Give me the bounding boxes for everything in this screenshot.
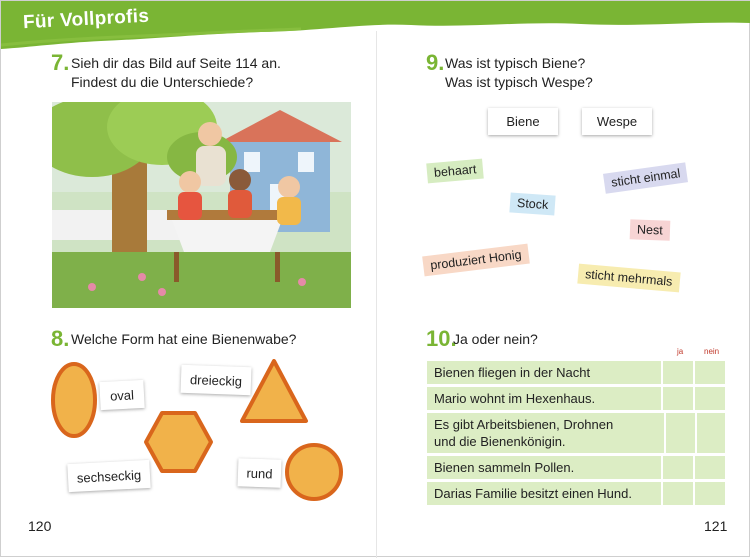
page-number-right: 121	[704, 518, 728, 534]
checkbox-nein[interactable]	[693, 361, 725, 384]
statement-text: Bienen sammeln Pollen.	[434, 460, 575, 475]
table-row	[427, 361, 725, 384]
word-sticker-stock[interactable]: Stock	[509, 192, 556, 215]
question-9-number: 9.	[426, 50, 445, 75]
question-7-number: 7.	[51, 50, 70, 75]
question-7-line2: Findest du die Unterschiede?	[71, 74, 254, 90]
category-card-biene[interactable]: Biene	[488, 108, 558, 135]
checkbox-ja[interactable]	[661, 361, 693, 384]
question-9-line1: Was ist typisch Biene?	[445, 55, 586, 71]
column-header-ja: ja	[677, 347, 684, 356]
category-card-wespe[interactable]: Wespe	[582, 108, 652, 135]
question-10-number: 10.	[426, 326, 457, 351]
shape-label-sechseckig[interactable]: sechseckig	[67, 460, 150, 492]
word-sticker-produziert-honig[interactable]: produziert Honig	[422, 244, 529, 277]
checkbox-nein[interactable]	[693, 456, 725, 479]
column-header-nein: nein	[704, 347, 720, 356]
statement-text: Mario wohnt im Hexenhaus.	[434, 391, 596, 406]
table-row	[427, 387, 725, 410]
page-number-left: 120	[28, 518, 52, 534]
checkbox-ja[interactable]	[661, 482, 693, 505]
question-8-text: Welche Form hat eine Bienenwabe?	[71, 331, 297, 347]
table-row	[427, 456, 725, 479]
table-row	[427, 413, 725, 453]
circle-shape	[287, 445, 341, 499]
word-sticker-behaart[interactable]: behaart	[426, 159, 484, 184]
question-7-text	[71, 54, 281, 92]
triangle-shape	[242, 361, 306, 421]
oval-shape	[53, 364, 95, 436]
shape-label-oval[interactable]: oval	[99, 380, 144, 410]
word-sticker-sticht-mehrmals[interactable]: sticht mehrmals	[577, 264, 680, 293]
question-7-line1: Sieh dir das Bild auf Seite 114 an.	[71, 55, 281, 71]
question-9-line2: Was ist typisch Wespe?	[445, 74, 593, 90]
question-10-text: Ja oder nein?	[453, 331, 538, 347]
statement-text: Es gibt Arbeitsbienen, Drohnen und die Bienenkönigin.	[434, 417, 614, 449]
shape-label-rund[interactable]: rund	[238, 458, 282, 487]
statement-text: Bienen fliegen in der Nacht	[434, 365, 591, 380]
garden-family-illustration	[52, 102, 351, 308]
question-9-text	[445, 54, 593, 92]
checkbox-nein[interactable]	[695, 413, 726, 453]
checkbox-nein[interactable]	[693, 482, 725, 505]
checkbox-ja[interactable]	[664, 413, 695, 453]
table-row	[427, 482, 725, 505]
checkbox-nein[interactable]	[693, 387, 725, 410]
checkbox-ja[interactable]	[661, 387, 693, 410]
word-sticker-nest[interactable]: Nest	[630, 219, 670, 240]
word-sticker-sticht-einmal[interactable]: sticht einmal	[603, 162, 688, 193]
statement-text: Darias Familie besitzt einen Hund.	[434, 486, 632, 501]
page-gutter	[376, 31, 377, 558]
checkbox-ja[interactable]	[661, 456, 693, 479]
banner-title: Für Vollprofis	[22, 5, 150, 34]
question-8-number: 8.	[51, 326, 70, 351]
shape-label-dreieckig[interactable]: dreieckig	[181, 365, 252, 395]
hexagon-shape	[146, 413, 211, 471]
yes-no-table	[427, 361, 725, 508]
